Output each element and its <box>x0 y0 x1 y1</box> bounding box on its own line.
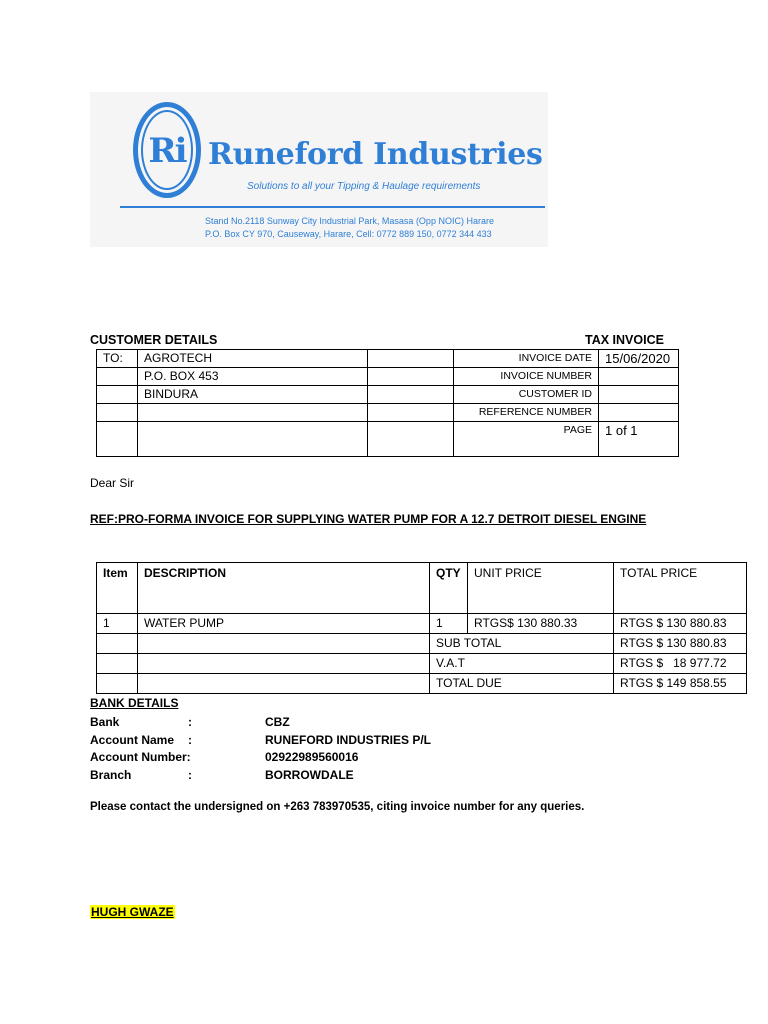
company-address <box>205 215 494 241</box>
account-name-value: RUNEFORD INDUSTRIES P/L <box>265 732 432 747</box>
vat-label: V.A.T <box>430 654 614 674</box>
customer-id-label: CUSTOMER ID <box>454 386 599 404</box>
company-tagline: Solutions to all your Tipping & Haulage requirements <box>247 181 481 192</box>
account-name-label: Account Name <box>90 732 175 747</box>
customer-row <box>97 404 679 422</box>
item-description: WATER PUMP <box>138 614 430 634</box>
table-row <box>97 634 747 654</box>
total-price-header: TOTAL PRICE <box>614 563 747 614</box>
to-label: TO: <box>97 350 138 368</box>
reference-line: REF:PRO-FORMA INVOICE FOR SUPPLYING WATER PUMP FOR A 12.7 DETROIT DIESEL ENGINE <box>90 512 647 526</box>
company-logo-icon <box>133 102 201 198</box>
logo-mark: Ri <box>148 131 186 171</box>
page-value: 1 of 1 <box>599 422 679 457</box>
customer-row <box>97 422 679 457</box>
branch-value: BORROWDALE <box>265 767 354 782</box>
invoice-date-value: 15/06/2020 <box>599 350 679 368</box>
branch-label: Branch <box>90 767 132 782</box>
item-total-price: RTGS $ 130 880.83 <box>614 614 747 634</box>
tax-invoice-heading: TAX INVOICE <box>585 333 664 347</box>
sub-total-value: RTGS $ 130 880.83 <box>614 634 747 654</box>
reference-number-value <box>599 404 679 422</box>
item-number: 1 <box>97 614 138 634</box>
items-header-row <box>97 563 747 614</box>
description-header: DESCRIPTION <box>138 563 430 614</box>
sub-total-label: SUB TOTAL <box>430 634 614 654</box>
company-name: Runeford Industries <box>208 137 543 172</box>
bank-details-heading: BANK DETAILS <box>90 696 179 710</box>
bank-details <box>90 714 490 784</box>
customer-name: AGROTECH <box>138 350 368 368</box>
bank-label: Bank <box>90 715 120 729</box>
total-due-value: RTGS $ 149 858.55 <box>614 674 747 694</box>
reference-number-label: REFERENCE NUMBER <box>454 404 599 422</box>
letterhead-divider <box>120 206 545 208</box>
account-number-row <box>90 749 490 767</box>
customer-row <box>97 386 679 404</box>
customer-details-heading: CUSTOMER DETAILS <box>90 333 218 347</box>
account-name-row <box>90 732 490 750</box>
vat-value: RTGS $ 18 977.72 <box>614 654 747 674</box>
customer-details-table <box>96 349 679 457</box>
customer-id-value <box>599 386 679 404</box>
account-number-value: 02922989560016 <box>265 750 359 764</box>
customer-address-1: P.O. BOX 453 <box>138 368 368 386</box>
invoice-number-value <box>599 368 679 386</box>
customer-row <box>97 368 679 386</box>
address-line-1: Stand No.2118 Sunway City Industrial Park, Masasa (Opp NOIC) Harare <box>205 216 494 226</box>
invoice-date-label: INVOICE DATE <box>454 350 599 368</box>
bank-row <box>90 714 490 732</box>
unit-price-header: UNIT PRICE <box>468 563 614 614</box>
table-row <box>97 674 747 694</box>
contact-note: Please contact the undersigned on +263 783970535, citing invoice number for any queries. <box>90 801 585 813</box>
branch-sep: : <box>188 767 192 782</box>
signatory-name: HUGH GWAZE <box>91 905 174 919</box>
qty-header: QTY <box>430 563 468 614</box>
invoice-number-label: INVOICE NUMBER <box>454 368 599 386</box>
items-table <box>96 562 747 694</box>
address-line-2: P.O. Box CY 970, Causeway, Harare, Cell: 0772 889 150, 0772 344 433 <box>205 229 492 239</box>
bank-value: CBZ <box>265 715 290 729</box>
letterhead <box>90 92 548 247</box>
branch-row <box>90 767 490 785</box>
bank-sep: : <box>188 715 192 729</box>
table-row <box>97 654 747 674</box>
account-name-sep: : <box>188 732 192 747</box>
customer-address-2: BINDURA <box>138 386 368 404</box>
page-label: PAGE <box>454 422 599 457</box>
total-due-label: TOTAL DUE <box>430 674 614 694</box>
item-qty: 1 <box>430 614 468 634</box>
item-unit-price: RTGS$ 130 880.33 <box>468 614 614 634</box>
table-row <box>97 614 747 634</box>
customer-row <box>97 350 679 368</box>
salutation: Dear Sir <box>90 476 135 490</box>
item-header: Item <box>97 563 138 614</box>
account-number-label: Account Number: <box>90 750 191 764</box>
